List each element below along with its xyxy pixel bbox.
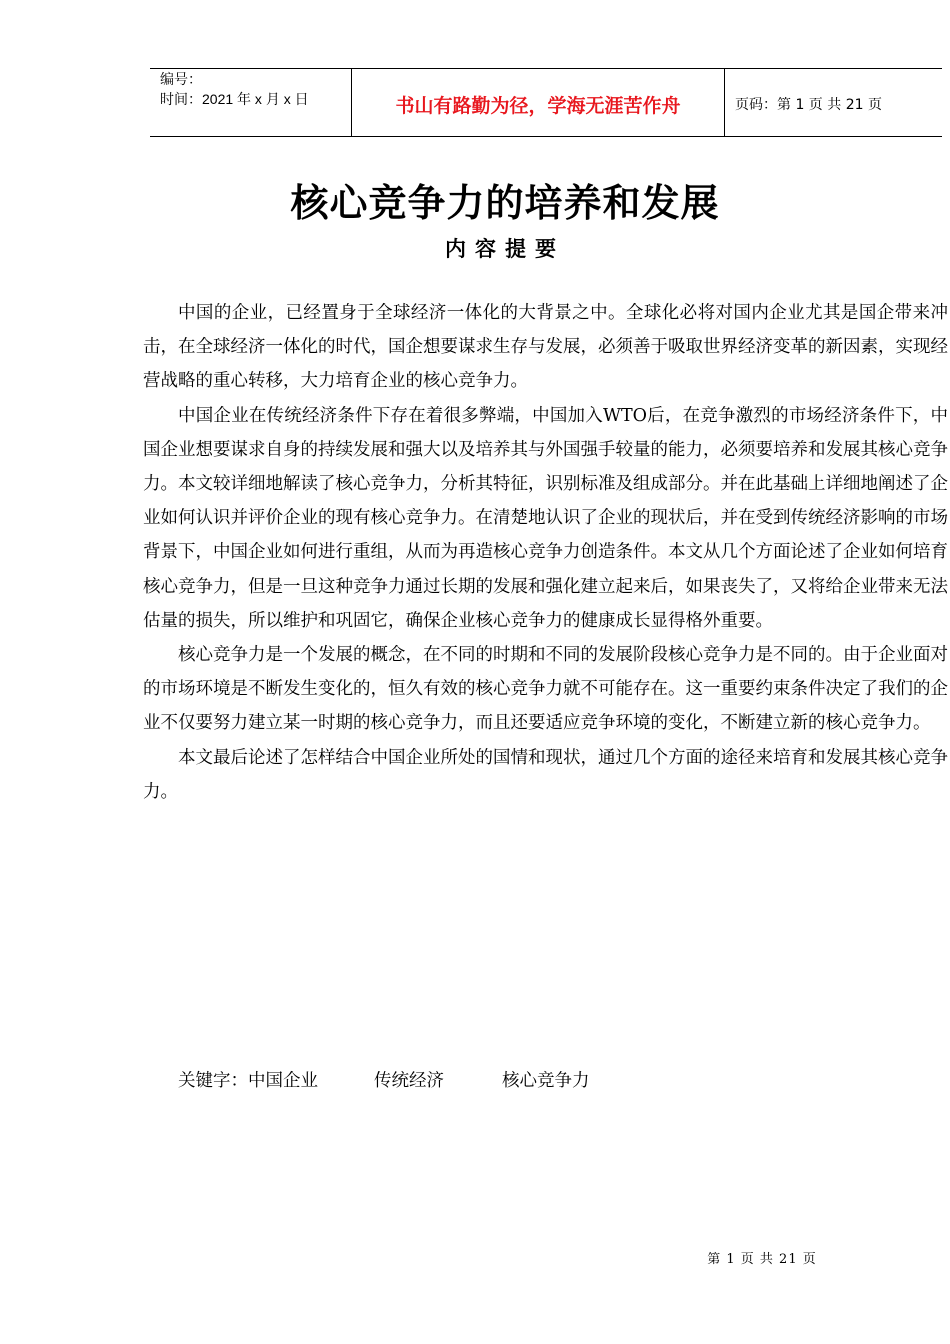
- abstract-paragraph: 中国的企业，已经置身于全球经济一体化的大背景之中。全球化必将对国内企业尤其是国企带来冲击，在全球经济一体化的时代，国企想要谋求生存与发展，必须善于吸取世界经济变革的新因素，实现经营战略的重心转移，大力培育企业的核心竞争力。: [143, 303, 948, 392]
- document-subtitle: 内容提要: [445, 237, 565, 261]
- keywords-label: 关键字：: [178, 1071, 248, 1091]
- document-time-label: 时间：2021 年 x 月 x 日: [160, 91, 309, 107]
- document-number-label: 编号：: [160, 71, 202, 87]
- abstract-paragraph: 核心竞争力是一个发展的概念，在不同的时期和不同的发展阶段核心竞争力是不同的。由于企业面对的市场环境是不断发生变化的，恒久有效的核心竞争力就不可能存在。这一重要约束条件决定了我们的企业不仅要努力建立某一时期的核心竞争力，而且还要适应竞争环境的变化，不断建立新的核心竞争力。: [143, 645, 948, 734]
- header-motto: 书山有路勤为径，学海无涯苦作舟: [395, 95, 681, 117]
- page-footer: 第 1 页 共 21 页: [707, 1252, 817, 1267]
- keyword: 中国企业: [248, 1071, 318, 1091]
- keyword: 传统经济: [374, 1071, 444, 1091]
- header-motto-cell: [352, 69, 725, 136]
- abstract-paragraph: 中国企业在传统经济条件下存在着很多弊端，中国加入WTO后，在竞争激烈的市场经济条件下，中国企业想要谋求自身的持续发展和强大以及培养其与外国强手较量的能力，必须要培养和发展其核心竞争力。本文较详细地解读了核心竞争力，分析其特征，识别标准及组成部分。并在此基础上详细地阐述了企业如何认识并评价企业的现有核心竞争力。在清楚地认识了企业的现状后，并在受到传统经济影响的市场背景下，中国企业如何进行重组，从而为再造核心竞争力创造条件。本文从几个方面论述了企业如何培育核心竞争力，但是一旦这种竞争力通过长期的发展和强化建立起来后，如果丧失了，又将给企业带来无法估量的损失，所以维护和巩固它，确保企业核心竞争力的健康成长显得格外重要。: [143, 405, 948, 631]
- header-page-cell: [725, 69, 942, 136]
- document-header: [150, 68, 942, 137]
- abstract-paragraph: 本文最后论述了怎样结合中国企业所处的国情和现状，通过几个方面的途径来培育和发展其核心竞争力。: [143, 747, 948, 802]
- abstract-body: [143, 296, 948, 809]
- document-title: 核心竞争力的培养和发展: [290, 181, 720, 225]
- header-meta-cell: [150, 69, 352, 136]
- keywords-line: [178, 1067, 590, 1092]
- header-page-number: 页码：第 1 页 共 21 页: [735, 97, 882, 113]
- keyword: 核心竞争力: [502, 1071, 590, 1091]
